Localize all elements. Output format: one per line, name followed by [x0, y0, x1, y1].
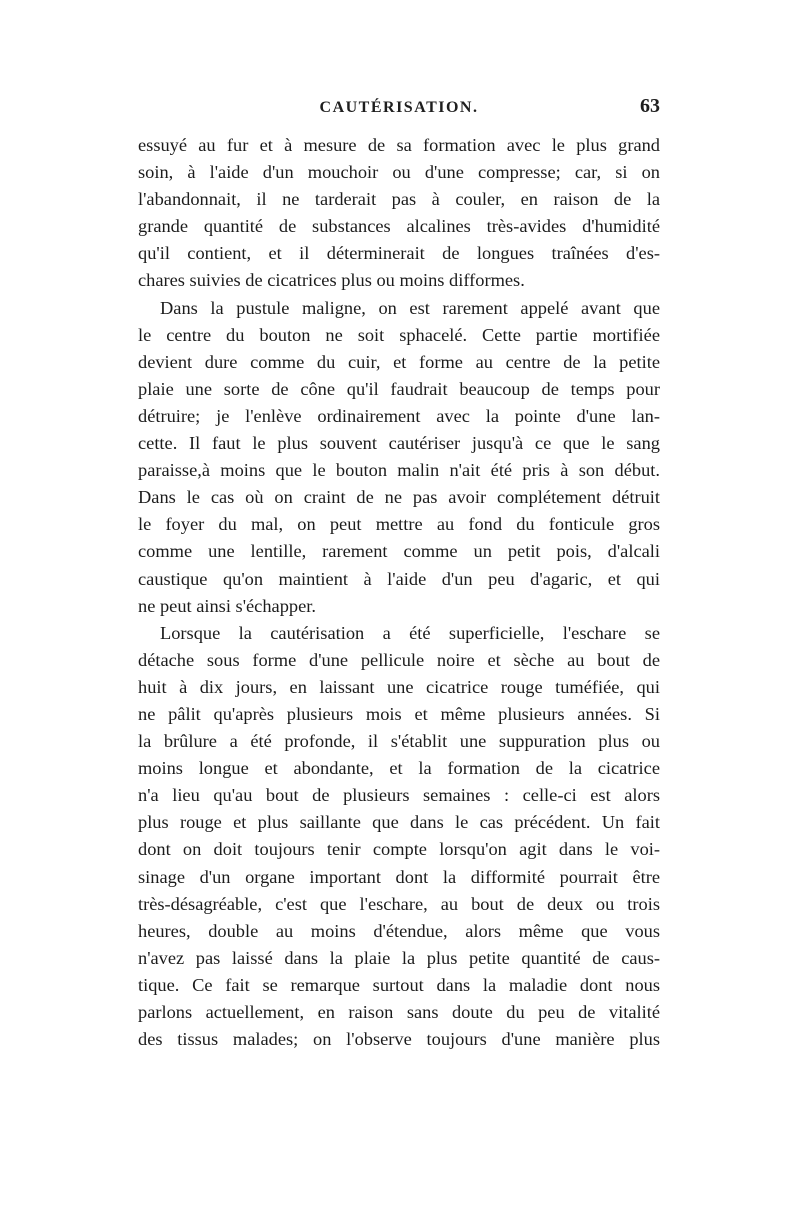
- text-line: Lorsque la cautérisation a été superficielle, l'eschare se: [160, 622, 660, 643]
- text-line: plaie une sorte de cône qu'il faudrait beaucoup de temps pour: [138, 378, 660, 399]
- text-line: comme une lentille, rarement comme un petit pois, d'alcali: [138, 541, 660, 562]
- text-line: devient dure comme du cuir, et forme au centre de la petite: [138, 351, 660, 372]
- text-line: tique. Ce fait se remarque surtout dans la maladie dont nous: [138, 974, 660, 995]
- text-line: ne peut ainsi s'échapper.: [138, 595, 316, 616]
- text-line: sinage d'un organe important dont la difformité pourrait être: [138, 866, 660, 887]
- text-line: huit à dix jours, en laissant une cicatrice rouge tuméfiée, qui: [138, 676, 660, 697]
- paragraph: [138, 132, 660, 295]
- text-line: cette. Il faut le plus souvent cautériser jusqu'à ce que le sang: [138, 433, 660, 454]
- text-line: la brûlure a été profonde, il s'établit une suppuration plus ou: [138, 731, 660, 752]
- text-line: moins longue et abondante, et la formation de la cicatrice: [138, 758, 660, 779]
- text-line: détache sous forme d'une pellicule noire et sèche au bout de: [138, 649, 660, 670]
- text-line: dont on doit toujours tenir compte lorsqu'on agit dans le voi-: [138, 839, 660, 860]
- text-line: paraisse,à moins que le bouton malin n'ait été pris à son début.: [138, 460, 660, 481]
- text-line: n'avez pas laissé dans la plaie la plus petite quantité de caus-: [138, 947, 660, 968]
- text-line: caustique qu'on maintient à l'aide d'un peu d'agaric, et qui: [138, 568, 660, 589]
- text-line: le foyer du mal, on peut mettre au fond du fonticule gros: [138, 514, 660, 535]
- text-line: détruire; je l'enlève ordinairement avec la pointe d'une lan-: [138, 405, 660, 426]
- text-line: très-désagréable, c'est que l'eschare, au bout de deux ou trois: [138, 893, 660, 914]
- paragraph: [138, 620, 660, 1054]
- text-line: essuyé au fur et à mesure de sa formation avec le plus grand: [138, 135, 660, 155]
- text-line: heures, double au moins d'étendue, alors même que vous: [138, 920, 660, 941]
- text-line: parlons actuellement, en raison sans doute du peu de vitalité: [138, 1002, 660, 1022]
- text-line: Dans la pustule maligne, on est rarement appelé avant que: [160, 297, 660, 318]
- text-line: le centre du bouton ne soit sphacelé. Cette partie mortifiée: [138, 324, 660, 345]
- text-line: n'a lieu qu'au bout de plusieurs semaines : celle-ci est alors: [138, 785, 660, 806]
- text-line: des tissus malades; on l'observe toujours d'une manière plus: [138, 1029, 660, 1050]
- page-number: 63: [640, 95, 660, 117]
- text-line: Dans le cas où on craint de ne pas avoir complétement détruit: [138, 487, 660, 508]
- text-line: l'abandonnait, il ne tarderait pas à couler, en raison de la: [138, 189, 660, 210]
- text-line: plus rouge et plus saillante que dans le cas précédent. Un fait: [138, 812, 660, 833]
- text-line: ne pâlit qu'après plusieurs mois et même plusieurs années. Si: [138, 703, 660, 724]
- running-title: CAUTÉRISATION.: [319, 99, 479, 116]
- running-head: [138, 95, 660, 129]
- text-line: grande quantité de substances alcalines très-avides d'humidité: [138, 216, 660, 237]
- body-text: [138, 132, 660, 1053]
- text-line: chares suivies de cicatrices plus ou moins difformes.: [138, 270, 525, 291]
- text-line: soin, à l'aide d'un mouchoir ou d'une compresse; car, si on: [138, 162, 660, 183]
- text-line: qu'il contient, et il déterminerait de longues traînées d'es-: [138, 243, 660, 264]
- paragraph: [138, 295, 660, 620]
